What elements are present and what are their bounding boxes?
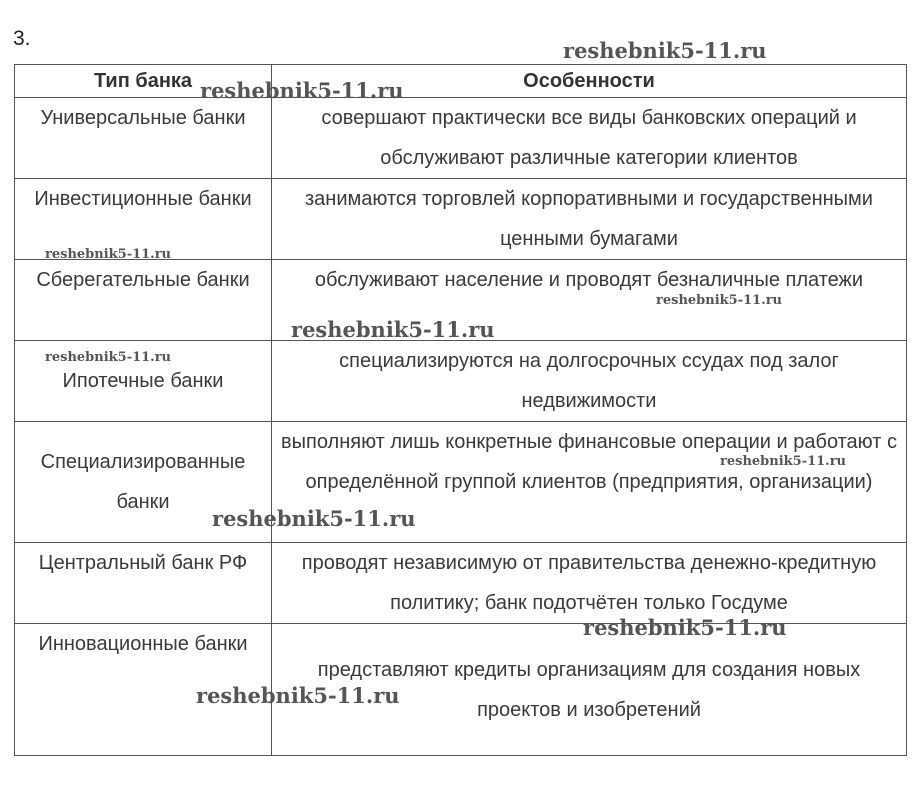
watermark: reshebnik5-11.ru: [45, 247, 172, 262]
bank-type-cell: Инновационные банки: [15, 624, 272, 756]
features-cell: совершают практически все виды банковских операций и обслуживают различные категории клиентов: [272, 98, 907, 179]
table-row: [15, 543, 907, 624]
bank-type-cell: Универсальные банки: [15, 98, 272, 179]
watermark: reshebnik5-11.ru: [583, 615, 787, 640]
header-features: Особенности: [272, 65, 907, 98]
features-cell: специализируются на долгосрочных ссудах под залог недвижимости: [272, 341, 907, 422]
features-cell: проводят независимую от правительства денежно-кредитную политику; банк подотчётен только Госдуме: [272, 543, 907, 624]
watermark: reshebnik5-11.ru: [200, 78, 404, 103]
features-cell: занимаются торговлей корпоративными и государственными ценными бумагами: [272, 179, 907, 260]
features-cell: обслуживают население и проводят безналичные платежи: [272, 260, 907, 341]
task-number: 3.: [13, 27, 31, 50]
features-cell: выполняют лишь конкретные финансовые операции и работают с определённой группой клиентов (предприятия, организации): [272, 422, 907, 543]
bank-type-cell: Центральный банк РФ: [15, 543, 272, 624]
bank-type-cell: Ипотечные банки: [15, 341, 272, 422]
header-bank-type: Тип банка: [15, 65, 272, 98]
watermark: reshebnik5-11.ru: [212, 506, 416, 531]
watermark: reshebnik5-11.ru: [291, 317, 495, 342]
watermark: reshebnik5-11.ru: [45, 350, 172, 365]
table-row: [15, 422, 907, 543]
bank-type-cell: Сберегательные банки: [15, 260, 272, 341]
watermark: reshebnik5-11.ru: [656, 293, 783, 308]
features-cell: представляют кредиты организациям для создания новых проектов и изобретений: [272, 624, 907, 756]
watermark: reshebnik5-11.ru: [563, 38, 767, 63]
table-row: [15, 624, 907, 756]
watermark: reshebnik5-11.ru: [196, 683, 400, 708]
bank-type-cell: Инвестиционные банки: [15, 179, 272, 260]
table-header-row: [15, 65, 907, 98]
table-row: [15, 98, 907, 179]
watermark: reshebnik5-11.ru: [720, 454, 847, 469]
bank-type-cell: Специализированные банки: [15, 422, 272, 543]
bank-types-table: [14, 64, 907, 756]
